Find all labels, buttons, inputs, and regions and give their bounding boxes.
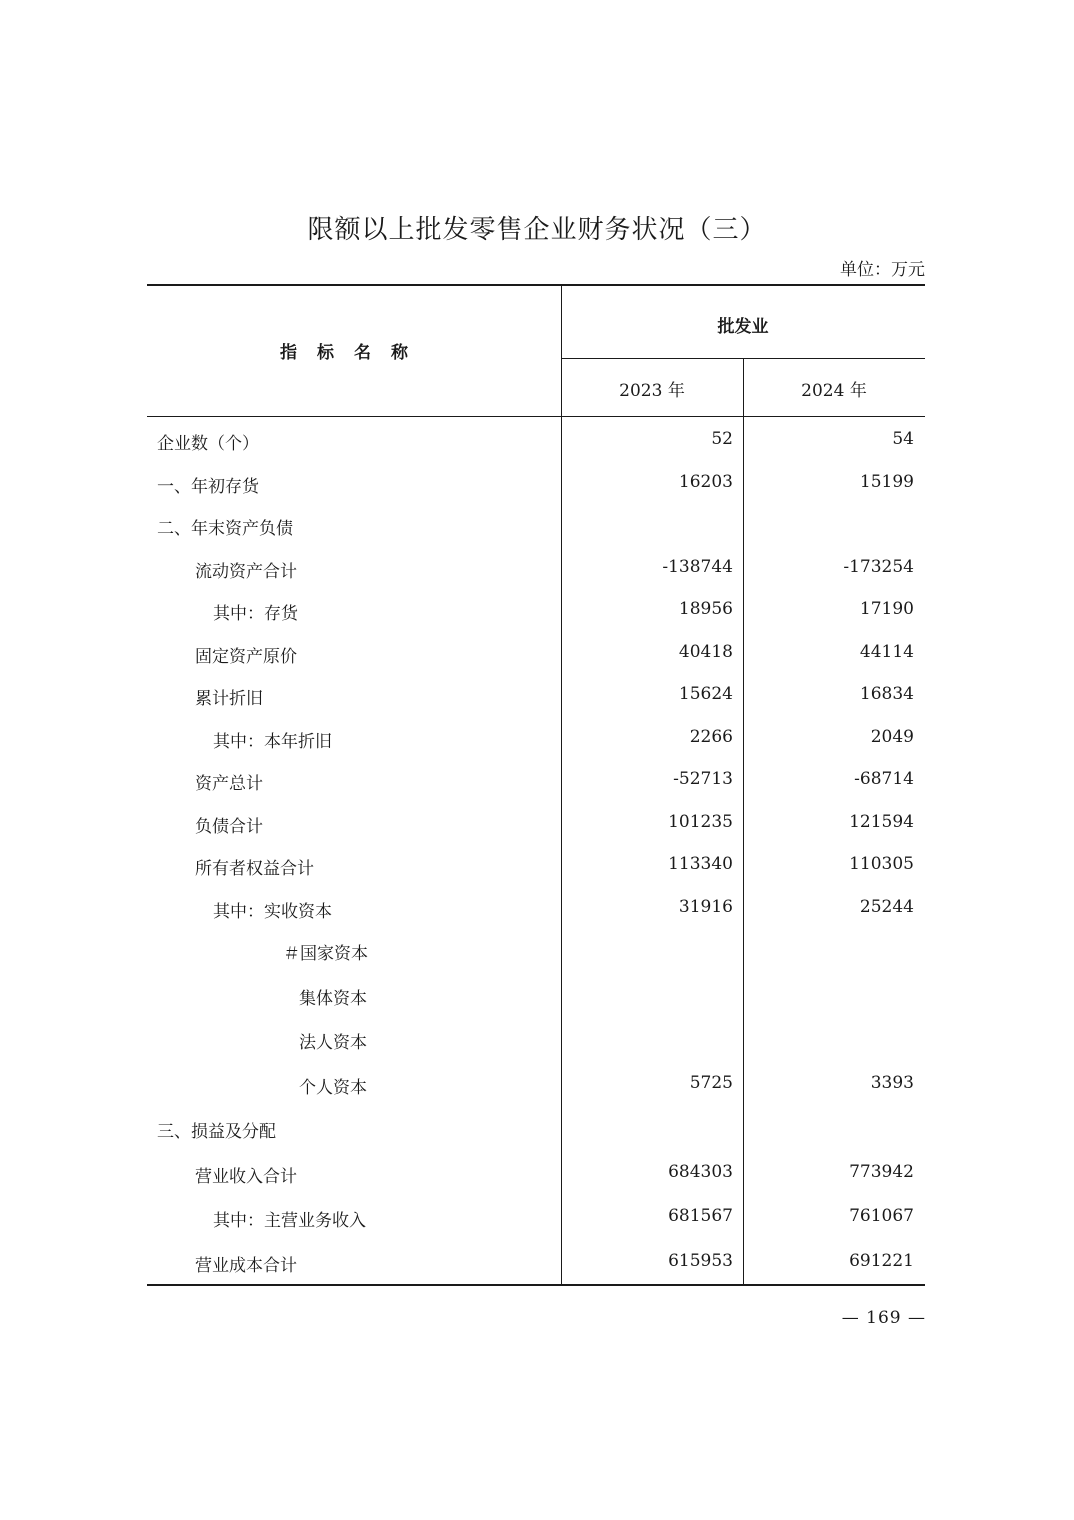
table-row	[147, 812, 925, 855]
table-row	[147, 854, 925, 897]
value-2023: 101235	[668, 811, 733, 832]
value-2024: 25244	[859, 896, 914, 917]
value-2023: 113340	[668, 854, 733, 874]
header-bottom-rule	[147, 416, 925, 417]
financial-table	[147, 284, 925, 1286]
table-row	[147, 984, 925, 1029]
row-label: 其中：主营业务收入	[213, 1211, 366, 1231]
value-2023: 5725	[689, 1072, 733, 1093]
row-label: 集体资本	[299, 988, 367, 1009]
value-2024: 15199	[859, 471, 914, 492]
value-2023: 15624	[678, 684, 733, 704]
table-row	[147, 514, 925, 557]
value-2023: 40418	[678, 641, 733, 662]
value-2024: -173254	[843, 556, 914, 577]
table-row	[147, 1117, 925, 1162]
table-row	[147, 684, 925, 727]
row-label: 固定资产原价	[195, 646, 297, 667]
value-2023: 681567	[668, 1206, 733, 1226]
row-label: 一、年初存货	[157, 476, 259, 497]
table-row	[147, 1251, 925, 1296]
table-row	[147, 1206, 925, 1251]
unit-label: 单位：万元	[840, 260, 925, 280]
row-label: 负债合计	[195, 816, 263, 837]
row-label: 所有者权益合计	[195, 859, 314, 879]
row-label: 营业收入合计	[195, 1166, 297, 1187]
value-2023: 52	[711, 429, 733, 449]
value-2023: 16203	[678, 471, 733, 492]
value-2024: 17190	[859, 599, 914, 619]
row-label: 其中：本年折旧	[213, 731, 332, 752]
value-2024: 761067	[849, 1206, 914, 1226]
page-number: — 169 —	[841, 1308, 926, 1328]
value-2023: 615953	[668, 1250, 733, 1271]
value-2024: 110305	[849, 854, 914, 874]
value-2023: 684303	[668, 1161, 733, 1182]
header-divider	[561, 358, 925, 359]
row-label: 流动资产合计	[195, 561, 297, 582]
year-2024-header: 2024 年	[801, 381, 867, 401]
wholesale-group-header: 批发业	[717, 317, 769, 337]
value-2024: 16834	[859, 684, 914, 704]
row-label: 法人资本	[299, 1033, 367, 1053]
table-row	[147, 1162, 925, 1207]
value-2024: 2049	[870, 726, 914, 747]
table-row	[147, 727, 925, 770]
table-row	[147, 599, 925, 642]
table-row	[147, 1073, 925, 1118]
page-title: 限额以上批发零售企业财务状况（三）	[307, 215, 767, 245]
table-row	[147, 642, 925, 685]
value-2023: -52713	[673, 769, 733, 789]
value-2023: 2266	[689, 726, 733, 747]
value-2023: -138744	[662, 556, 733, 577]
table-row	[147, 939, 925, 984]
year-2023-header: 2023 年	[619, 381, 685, 401]
table-row	[147, 769, 925, 812]
indicator-name-header: 指标名称	[280, 343, 428, 363]
table-row	[147, 472, 925, 515]
value-2024: 54	[892, 429, 914, 449]
value-2024: 44114	[859, 641, 914, 662]
value-2023: 31916	[678, 896, 733, 917]
value-2024: 3393	[870, 1072, 914, 1093]
row-label: 累计折旧	[195, 689, 263, 709]
row-label: 营业成本合计	[195, 1255, 297, 1276]
row-label: 其中：实收资本	[213, 901, 332, 922]
table-row	[147, 429, 925, 472]
value-2023: 18956	[678, 599, 733, 619]
row-label: 资产总计	[195, 774, 263, 794]
row-label: ＃国家资本	[283, 944, 368, 964]
row-label: 其中：存货	[213, 604, 298, 624]
row-label: 三、损益及分配	[157, 1122, 276, 1142]
value-2024: 691221	[849, 1250, 914, 1271]
value-2024: 773942	[849, 1161, 914, 1182]
table-row	[147, 1028, 925, 1073]
row-label: 个人资本	[299, 1077, 367, 1098]
row-label: 二、年末资产负债	[157, 519, 293, 539]
table-row	[147, 557, 925, 600]
table-row	[147, 897, 925, 940]
value-2024: -68714	[854, 769, 914, 789]
value-2024: 121594	[849, 811, 914, 832]
row-label: 企业数（个）	[157, 434, 259, 454]
